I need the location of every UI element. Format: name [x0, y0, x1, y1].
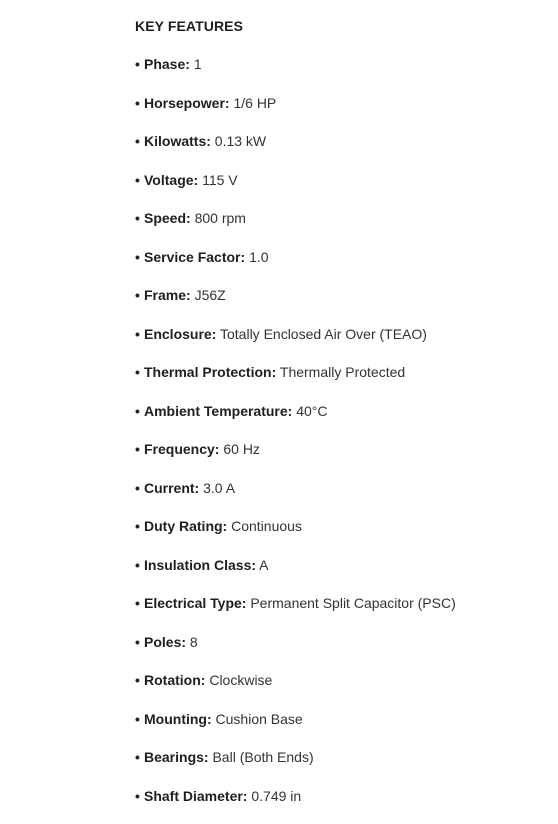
feature-label: Thermal Protection:	[144, 364, 277, 380]
bullet-icon: •	[135, 287, 140, 303]
key-features-section	[135, 16, 535, 824]
feature-value: Permanent Split Capacitor (PSC)	[250, 595, 456, 611]
feature-value: 40°C	[296, 402, 328, 419]
section-heading: KEY FEATURES	[135, 18, 244, 34]
bullet-icon: •	[135, 595, 140, 611]
feature-item	[135, 324, 535, 344]
bullet-icon: •	[135, 248, 140, 265]
feature-value: A	[259, 556, 269, 573]
bullet-icon: •	[135, 787, 140, 804]
feature-item	[135, 632, 535, 652]
bullet-icon: •	[135, 518, 140, 534]
feature-label: Mounting:	[144, 710, 212, 727]
feature-item	[135, 131, 535, 151]
bullet-icon: •	[135, 556, 140, 573]
feature-value: 60 Hz	[223, 441, 260, 457]
bullet-icon: •	[135, 325, 140, 342]
feature-value: 3.0 A	[203, 479, 236, 496]
feature-value: Continuous	[231, 518, 302, 534]
features-list	[135, 54, 535, 806]
bullet-icon: •	[135, 94, 140, 111]
feature-item	[135, 170, 535, 190]
bullet-icon: •	[135, 364, 140, 380]
feature-value: Cushion Base	[215, 710, 303, 727]
feature-item	[135, 478, 535, 498]
feature-label: Ambient Temperature:	[144, 402, 293, 419]
feature-item	[135, 439, 535, 459]
feature-value: 800 rpm	[194, 210, 246, 226]
feature-item	[135, 54, 535, 74]
bullet-icon: •	[135, 133, 140, 149]
feature-item	[135, 247, 535, 267]
feature-value: 0.749 in	[251, 787, 302, 804]
feature-label: Electrical Type:	[144, 595, 247, 611]
feature-label: Insulation Class:	[144, 556, 257, 573]
feature-label: Rotation:	[144, 672, 206, 688]
bullet-icon: •	[135, 479, 140, 496]
feature-label: Horsepower:	[144, 94, 230, 111]
feature-item	[135, 786, 535, 806]
feature-value: Clockwise	[209, 672, 273, 688]
bullet-icon: •	[135, 402, 140, 419]
feature-item	[135, 401, 535, 421]
bullet-icon: •	[135, 633, 140, 650]
bullet-icon: •	[135, 56, 140, 72]
bullet-icon: •	[135, 171, 140, 188]
feature-label: Current:	[144, 479, 200, 496]
feature-item	[135, 93, 535, 113]
feature-value: J56Z	[194, 287, 226, 303]
feature-label: Frequency:	[144, 441, 220, 457]
feature-label: Phase:	[144, 56, 190, 72]
feature-item	[135, 516, 535, 536]
feature-label: Frame:	[144, 287, 191, 303]
feature-label: Bearings:	[144, 749, 209, 765]
feature-label: Shaft Diameter:	[144, 787, 248, 804]
feature-label: Service Factor:	[144, 248, 246, 265]
feature-item	[135, 362, 535, 382]
feature-value: 0.13 kW	[214, 133, 267, 149]
feature-value: 1	[193, 56, 202, 72]
bullet-icon: •	[135, 441, 140, 457]
feature-item	[135, 555, 535, 575]
feature-label: Poles:	[144, 633, 187, 650]
feature-label: Enclosure:	[144, 325, 217, 342]
feature-label: Kilowatts:	[144, 133, 211, 149]
feature-value: Ball (Both Ends)	[212, 749, 314, 765]
feature-label: Voltage:	[144, 171, 199, 188]
feature-item	[135, 593, 535, 613]
feature-value: Thermally Protected	[279, 364, 406, 380]
feature-value: 8	[189, 633, 198, 650]
feature-label: Speed:	[144, 210, 191, 226]
feature-item	[135, 285, 535, 305]
feature-value: 1.0	[249, 248, 269, 265]
feature-value: 115 V	[202, 171, 238, 188]
feature-item	[135, 670, 535, 690]
feature-label: Duty Rating:	[144, 518, 228, 534]
feature-item	[135, 747, 535, 767]
feature-value: Totally Enclosed Air Over (TEAO)	[220, 325, 427, 342]
feature-item	[135, 709, 535, 729]
bullet-icon: •	[135, 210, 140, 226]
feature-value: 1/6 HP	[233, 94, 277, 111]
bullet-icon: •	[135, 749, 140, 765]
feature-item	[135, 208, 535, 228]
bullet-icon: •	[135, 672, 140, 688]
bullet-icon: •	[135, 710, 140, 727]
